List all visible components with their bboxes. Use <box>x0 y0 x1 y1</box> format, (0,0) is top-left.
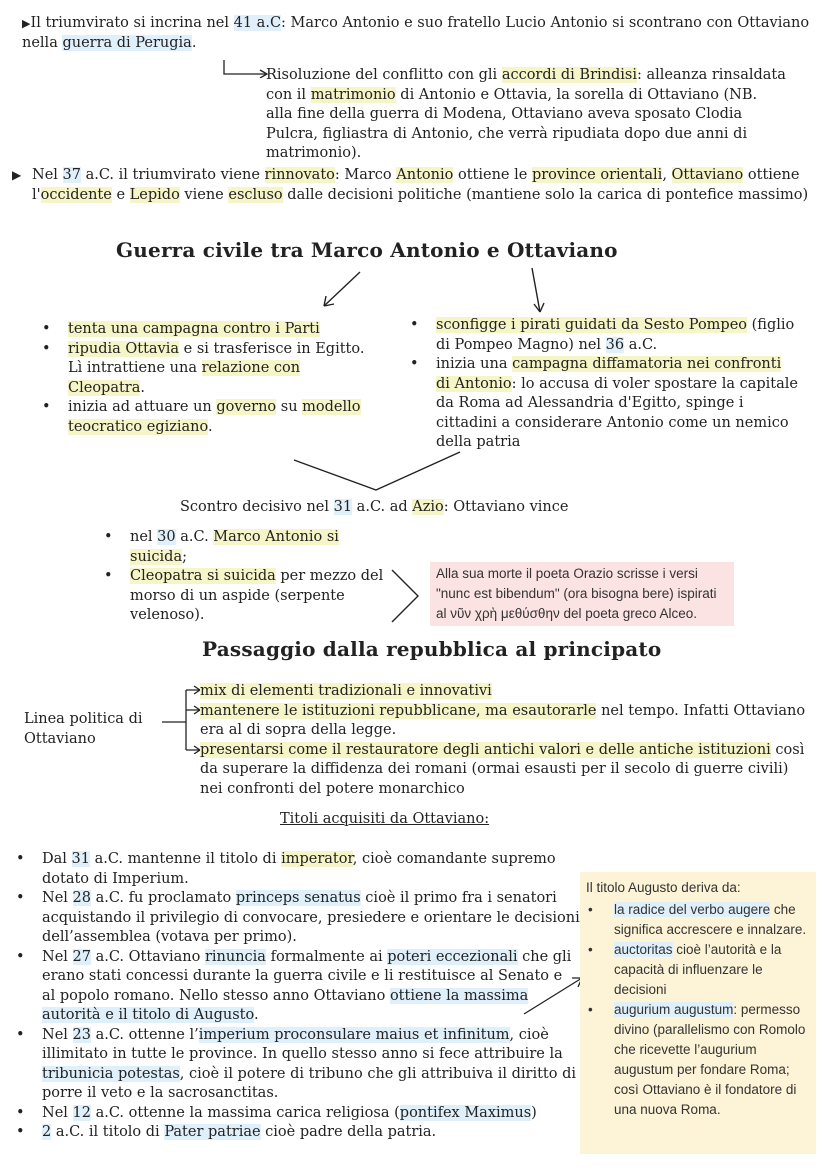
list-item: • ripudia Ottavia e si trasferisce in Egitto. Lì intrattiene una relazione con Cleopatra. <box>40 340 370 399</box>
triangle-bullet-icon: ▶ <box>12 168 22 182</box>
scontro-azio: Scontro decisivo nel 31 a.C. ad Azio: Ottaviano vince <box>180 499 569 515</box>
list-item: • auctoritas cioè l’autorità e la capacità di influenzare le decisioni <box>586 940 810 1000</box>
ottaviano-column <box>408 316 798 453</box>
paragraph-brindisi: Risoluzione del conflitto con gli accordi di Brindisi: alleanza rinsaldata con il matrimonio di Antonio e Ottavia, la sorella di Ottaviano (NB. alla fine della guerra di Modena, Ottaviano aveva sposato Clodia Pulcra, figliastra di Antonio, che verrà ripudiata dopo due anni di matrimonio). <box>266 67 786 161</box>
list-item: mantenere le istituzioni repubblicane, ma esautorarle nel tempo. Infatti Ottaviano era al di sopra della legge. <box>200 702 806 738</box>
converging-lines <box>290 448 470 498</box>
list-item: • Nel 12 a.C. ottenne la massima carica religiosa (pontifex Maximus) <box>14 1104 580 1124</box>
list-item: • augurium augustum: permesso divino (parallelismo con Romolo che ricevette l’augurium augustum per fondare Roma; così Ottaviano è il fondatore di una nuova Roma. <box>586 1000 810 1120</box>
list-item: • 2 a.C. il titolo di Pater patriae cioè padre della patria. <box>14 1123 580 1143</box>
list-item: • Cleopatra si suicida per mezzo del morso di un aspide (serpente velenoso). <box>102 567 392 626</box>
linea-label: Linea politica di Ottaviano <box>24 711 143 747</box>
list-item: • la radice del verbo augere che significa accrescere e innalzare. <box>586 900 810 940</box>
linea-items <box>200 682 810 799</box>
heading-principato: Passaggio dalla repubblica al principato <box>202 637 662 661</box>
titoli-heading: Titoli acquisiti da Ottaviano: <box>280 811 490 827</box>
list-item: • tenta una campagna contro i Parti <box>40 320 370 340</box>
list-item: • sconfigge i pirati guidati da Sesto Pompeo (figlio di Pompeo Magno) nel 36 a.C. <box>408 316 798 355</box>
list-item: • Dal 31 a.C. mantenne il titolo di imperator, cioè comandante supremo dotato di Imperium. <box>14 850 580 889</box>
list-item: • Nel 23 a.C. ottenne l’imperium proconsulare maius et infinitum, cioè illimitato in tutte le province. In quello stesso anno si fece attribuire la tribunicia potestas, cioè il potere di tribuno che gli attribuiva il diritto di porre il veto e la sacrosanctitas. <box>14 1026 580 1104</box>
connector-arrow <box>222 58 272 78</box>
list-item: mix di elementi tradizionali e innovativi <box>200 683 492 699</box>
heading-guerra-civile: Guerra civile tra Marco Antonio e Ottaviano <box>116 238 618 262</box>
list-item: • Nel 27 a.C. Ottaviano rinuncia formalmente ai poteri eccezionali che gli erano stati concessi durante la guerra civile e li restituisce al Senato e al popolo romano. Nello stesso anno Ottaviano ottiene la massima autorità e il titolo di Augusto. <box>14 948 580 1026</box>
brace-arrow <box>388 566 428 626</box>
orazio-note: Alla sua morte il poeta Orazio scrisse i versi "nunc est bibendum" (ora bisogna bere) ispirati al νῦν χρὴ μεθύσθην del poeta greco Alceo. <box>430 562 734 626</box>
list-item: presentarsi come il restauratore degli antichi valori e delle antiche istituzioni così da superare la diffidenza dei romani (ormai esausti per il secolo di guerre civili) nei confronti del potere monarchico <box>200 741 805 797</box>
death-list <box>102 528 392 626</box>
list-item: • nel 30 a.C. Marco Antonio si suicida; <box>102 528 392 567</box>
antonio-column <box>40 320 370 437</box>
list-item: • Nel 28 a.C. fu proclamato princeps senatus cioè il primo fra i senatori acquistando il privilegio di convocare, presiedere e orientare le decisioni dell’assemblea (votava per primo). <box>14 889 580 948</box>
list-item: • inizia una campagna diffamatoria nei confronti di Antonio: lo accusa di voler spostare la capitale da Roma ad Alessandria d'Egitto, spinge i cittadini a considerare Antonio come un nemico della patria <box>408 355 798 453</box>
paragraph-perugia: ▶Il triumvirato si incrina nel 41 a.C: Marco Antonio e suo fratello Lucio Antonio si scontrano con Ottaviano nella guerra di Perugia. <box>22 15 810 51</box>
triangle-bullet-icon: ▶ <box>22 17 31 30</box>
list-item: • inizia ad attuare un governo su modello teocratico egiziano. <box>40 398 370 437</box>
augusto-note: Il titolo Augusto deriva da: • la radice del verbo augere che significa accrescere e innalzare. • auctoritas cioè l’autorità e la capacità di influenzare le decisioni • augurium augustum: permesso divino (parallelismo con Romolo che ricevette l’augurium augustum per fondare Roma; così Ottaviano è il fondatore di una nuova Roma. <box>580 872 816 1154</box>
titoli-list <box>14 850 580 1143</box>
paragraph-rinnovo: Nel 37 a.C. il triumvirato viene rinnovato: Marco Antonio ottiene le province orientali, Ottaviano ottiene l'occidente e Lepido viene escluso dalle decisioni politiche (mantiene solo la carica di pontefice massimo) <box>32 167 809 203</box>
branch-arrows <box>300 262 560 322</box>
